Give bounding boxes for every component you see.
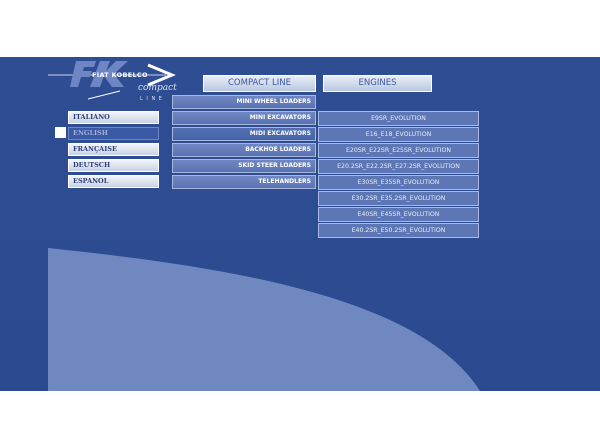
language-deutsch[interactable]: DEUTSCH	[68, 159, 159, 172]
tab-compact-line[interactable]: COMPACT LINE	[203, 75, 316, 92]
model-item[interactable]: E30.2SR_E35.2SR_EVOLUTION	[318, 191, 479, 206]
category-backhoe-loaders[interactable]: BACKHOE LOADERS	[172, 143, 316, 157]
category-midi-excavators[interactable]: MIDI EXCAVATORS	[172, 127, 316, 141]
language-english[interactable]: ENGLISH	[68, 127, 159, 140]
category-telehandlers[interactable]: TELEHANDLERS	[172, 175, 316, 189]
language-espanol[interactable]: ESPANOL	[68, 175, 159, 188]
model-item[interactable]: E40.2SR_E50.2SR_EVOLUTION	[318, 223, 479, 238]
category-skid-steer-loaders[interactable]: SKID STEER LOADERS	[172, 159, 316, 173]
tab-engines[interactable]: ENGINES	[323, 75, 432, 92]
logo-line-text: L I N E	[140, 96, 163, 102]
model-item[interactable]: E16_E18_EVOLUTION	[318, 127, 479, 142]
selected-language-marker	[55, 127, 66, 138]
model-item[interactable]: E30SR_E35SR_EVOLUTION	[318, 175, 479, 190]
model-item[interactable]: E20SR_E22SR_E25SR_EVOLUTION	[318, 143, 479, 158]
category-mini-wheel-loaders[interactable]: MINI WHEEL LOADERS	[172, 95, 316, 109]
category-mini-excavators[interactable]: MINI EXCAVATORS	[172, 111, 316, 125]
logo-top-text: FIAT KOBELCO	[92, 71, 148, 79]
language-francaise[interactable]: FRANÇAISE	[68, 143, 159, 156]
language-italiano[interactable]: ITALIANO	[68, 111, 159, 124]
model-item[interactable]: E20.2SR_E22.2SR_E27.2SR_EVOLUTION	[318, 159, 479, 174]
main-panel	[0, 57, 600, 391]
model-item[interactable]: E40SR_E45SR_EVOLUTION	[318, 207, 479, 222]
logo-script-text: compact	[138, 83, 177, 93]
model-item[interactable]: E9SR_EVOLUTION	[318, 111, 479, 126]
